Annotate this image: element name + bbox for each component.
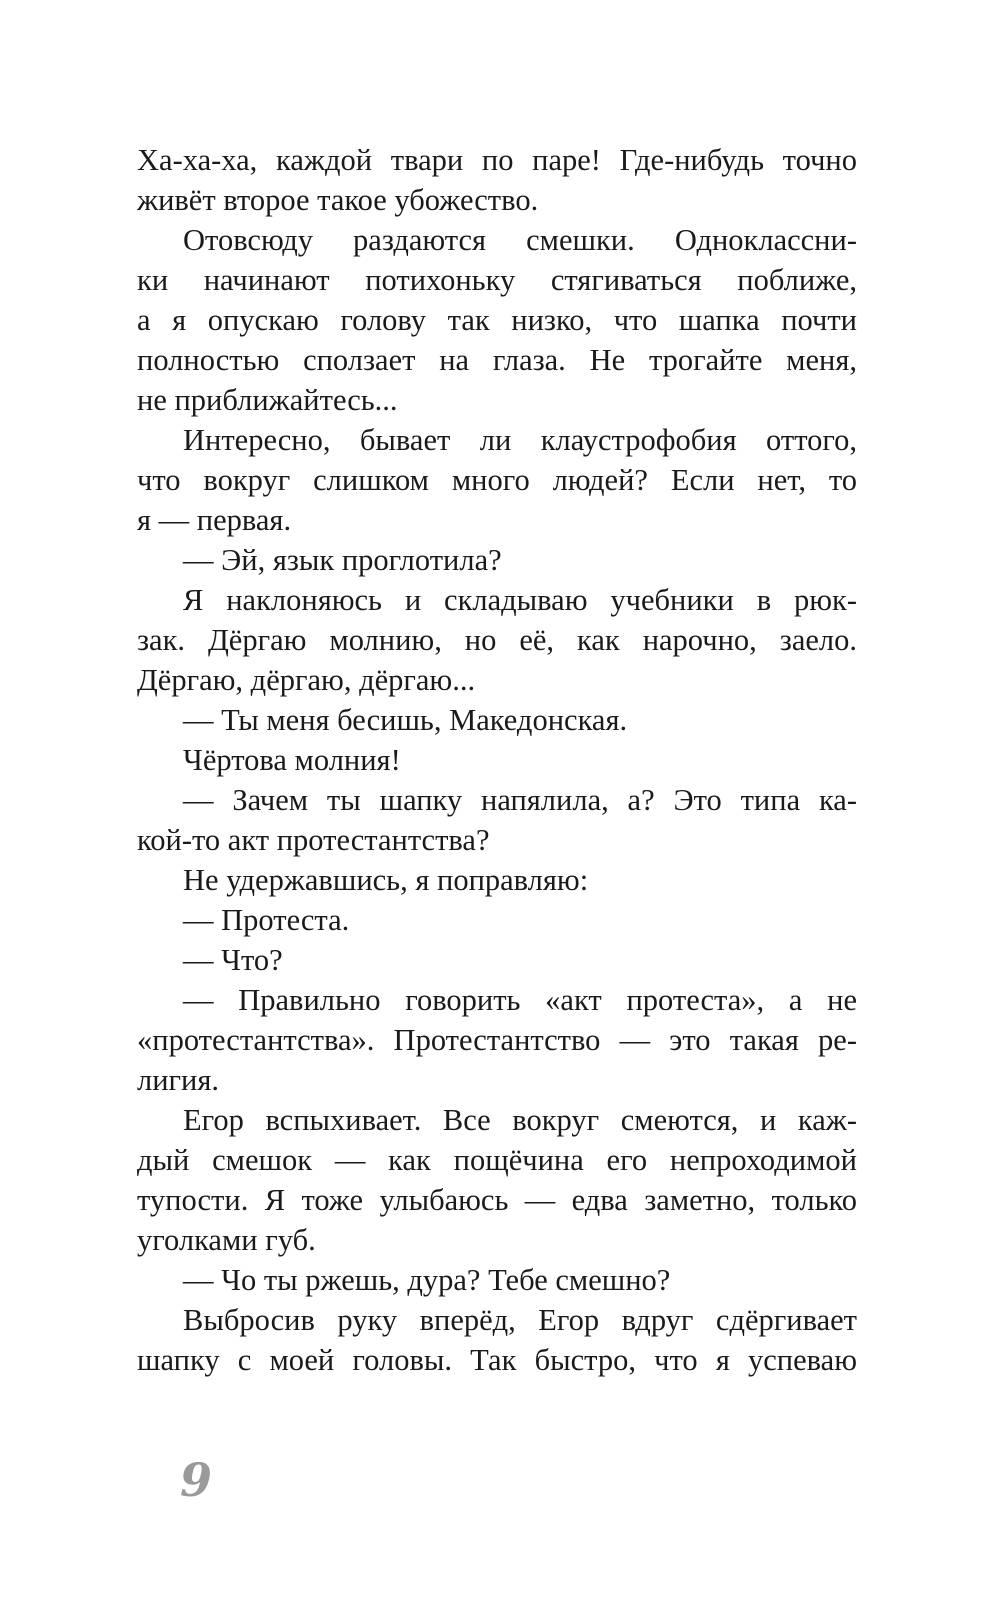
text-line: лигия. (137, 1063, 220, 1097)
text-line: «протестантства». Протестантство — это такая ре- (137, 1023, 857, 1057)
text-line: — Эй, язык проглотила? (183, 543, 502, 577)
text-line: уголками губ. (137, 1223, 316, 1257)
text-line: Отовсюду раздаются смешки. Одноклассни- (183, 223, 857, 257)
text-line: Интересно, бывает ли клаустрофобия оттого, (183, 423, 857, 457)
text-line: — Правильно говорить «акт протеста», а не (183, 983, 857, 1017)
text-line: полностью сползает на глаза. Не трогайте меня, (137, 343, 857, 377)
text-line: я — первая. (137, 503, 292, 537)
text-line: зак. Дёргаю молнию, но её, как нарочно, заело. (137, 623, 857, 657)
text-line: дый смешок — как пощёчина его непроходимой (137, 1143, 857, 1177)
text-line: тупости. Я тоже улыбаюсь — едва заметно, только (137, 1183, 857, 1217)
body-text (137, 140, 857, 1380)
text-line: а я опускаю голову так низко, что шапка почти (137, 303, 857, 337)
text-line: что вокруг слишком много людей? Если нет, то (137, 463, 857, 497)
text-line: — Ты меня бесишь, Македонская. (183, 703, 628, 737)
text-line: ки начинают потихоньку стягиваться поближе, (137, 263, 857, 297)
text-line: — Протеста. (183, 903, 350, 937)
text-line: Выбросив руку вперёд, Егор вдруг сдёргивает (183, 1303, 857, 1337)
text-line: — Чо ты ржешь, дура? Тебе смешно? (183, 1263, 671, 1297)
text-line: — Что? (183, 943, 283, 977)
text-line: Дёргаю, дёргаю, дёргаю... (137, 663, 476, 697)
text-line: Не удержавшись, я поправляю: (183, 863, 589, 897)
text-line: — Зачем ты шапку напялила, а? Это типа ка- (183, 783, 857, 817)
text-line: Егор вспыхивает. Все вокруг смеются, и каж- (183, 1103, 857, 1137)
text-line: Чёртова молния! (183, 743, 401, 777)
text-line: Я наклоняюсь и складываю учебники в рюк- (183, 583, 857, 617)
page-number: 9 (180, 1453, 213, 1507)
text-line: не приближайтесь... (137, 383, 398, 417)
text-line: шапку с моей головы. Так быстро, что я успеваю (137, 1343, 857, 1377)
text-line: живёт второе такое убожество. (137, 183, 539, 217)
text-line: кой-то акт протестантства? (137, 823, 490, 857)
text-line: Ха-ха-ха, каждой твари по паре! Где-нибудь точно (137, 143, 857, 177)
